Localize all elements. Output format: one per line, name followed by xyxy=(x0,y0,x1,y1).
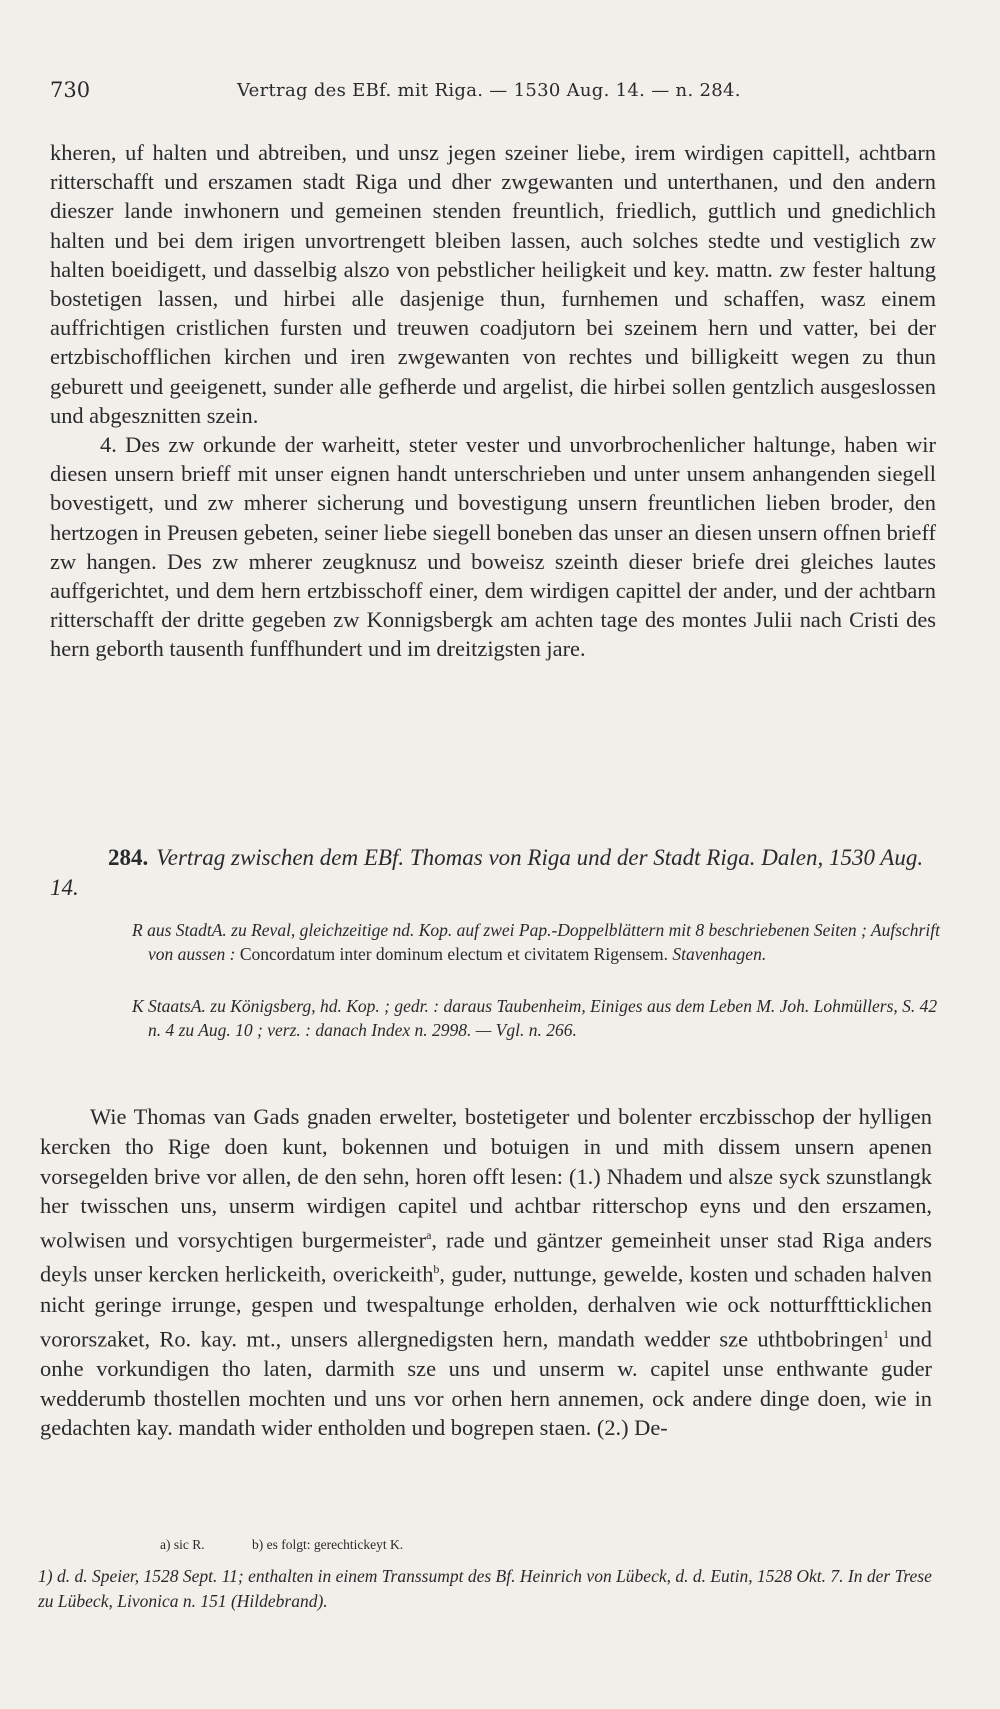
source-note-r xyxy=(132,918,948,966)
running-title: Vertrag des EBf. mit Riga. — 1530 Aug. 14. — n. 284. xyxy=(237,80,741,101)
source-r-suffix: Stavenhagen. xyxy=(672,944,767,964)
doc-number: 284. xyxy=(108,845,149,870)
main-text-1: Wie Thomas van Gads gnaden erwelter, bostetigeter und bolenter erczbisschop der hylligen kercken tho Rige doen kunt, bokennen und botuigen in und mith dissem unsern apenen vorsegelden brive vor allen, de den sehn, horen offt lesen: (1.) Nhadem und alsze syck szunstlangk her twisschen uns, unserm wirdigen capitel und achtbar ritterschop eyns und den erszamen, wolwisen und vorsychtigen burgermeister xyxy=(40,1104,932,1253)
footnote-ref-b: b xyxy=(433,1262,440,1277)
page-number: 730 xyxy=(50,78,91,102)
main-text-2: , rade und gäntzer gemeinheit unser stad Riga anders deyls unser kercken herlickeith, overickeith xyxy=(40,1227,932,1287)
text-block-top xyxy=(50,138,936,664)
paragraph-1: kheren, uf halten und abtreiben, und unsz jegen szeiner liebe, irem wirdigen capittell, achtbarn ritterschafft und erszamen stadt Riga und dher zwgewanten und unterthanen, und den andern dieszer lande inwhonern und gemeinen stenden freuntlich, friedlich, guttlich und gnedichlich halten und bei dem irigen unvortrengett bleiben lassen, auch solches stedte und vestiglich zw halten boeidigett, und dasselbig alszo von pebstlicher heiligkeit und key. mattn. zw fester haltung bostetigen lassen, und hirbei alle dasjenige thun, furnhemen und schaffen, wasz einem auffrichtigen cristlichen fursten und treuwen coadjutorn bei szeinem hern und vatter, bei der ertzbischofflichen kirchen und iren zwgewanten von rechtes und billigkeitt wegen zu thun geburett und geeigenett, sunder alle gefherde und argelist, die hirbei sollen gentzlich ausgeslossen und abgesznitten szein. xyxy=(50,140,936,428)
source-note-k: K StaatsA. zu Königsberg, hd. Kop. ; gedr. : daraus Taubenheim, Einiges aus dem Leben M. Joh. Lohmüllers, S. 42 n. 4 zu Aug. 10 ; verz. : danach Index n. 2998. — Vgl. n. 266. xyxy=(132,996,938,1040)
footnote-1: 1) d. d. Speier, 1528 Sept. 11; enthalten in einem Transsumpt des Bf. Heinrich von Lübeck, d. d. Eutin, 1528 Okt. 7. In der Trese zu Lübeck, Livonica n. 151 (Hildebrand). xyxy=(38,1566,932,1611)
main-text-3: , guder, nuttunge, gewelde, kosten und schaden halven nicht geringe irrunge, gespen und twespaltunge erholden, derhalven wie ock notturfftticklichen vororszaket, Ro. kay. mt., unsers allergnedigsten hern, mandath wedder sze uthtbobringen xyxy=(40,1261,932,1351)
footnote-ref-a: a xyxy=(426,1228,432,1243)
main-paragraph xyxy=(40,1102,932,1443)
footnote-ref-1: 1 xyxy=(883,1326,890,1341)
textual-footnotes xyxy=(160,1537,447,1553)
source-r-quote: Concordatum inter dominum electum et civitatem Rigensem. xyxy=(239,944,669,964)
page-header xyxy=(50,78,940,108)
doc-title-text: Vertrag zwischen dem EBf. Thomas von Riga und der Stadt Riga. Dalen, 1530 Aug. 14. xyxy=(50,845,924,900)
footnote-b: b) es folgt: gerechtickeyt K. xyxy=(252,1537,404,1552)
paragraph-2: 4. Des zw orkunde der warheitt, steter vester und unvorbrochenlicher haltunge, haben wir diesen unsern brieff mit unser eignen handt unterschrieben und unter unsem anhangenden siegell bovestigett, und zw mherer sicherung und bovestigung unsern freuntlichen lieben broder, den hertzogen in Preusen gebeten, seiner liebe siegell boneben das unser an diesen unsern offnen brieff zw hangen. Des zw mherer zeugknusz und boweisz szeinth dieser briefe drei gleiches lautes auffgerichtet, und dem hern ertzbisschoff einer, dem wirdigen capittel der ander, und der achtbarn ritterschafft der dritte gegeben zw Konnigsbergk am achten tage des montes Julii nach Cristi des hern geborth tausenth funffhundert und im dreitzigsten jare. xyxy=(50,432,936,662)
main-text-4: und onhe vorkundigen tho laten, darmith sze uns und unserm w. capitel unse enthwante guder wedderumb thostellen mochten und uns vor orhen hern annemen, ock andere dinge doen, wie in gedachten kay. mandath wider entholden und bogrepen staen. (2.) De- xyxy=(40,1325,932,1441)
doc-title xyxy=(50,843,936,903)
source-r-prefix: R aus StadtA. zu Reval, gleichzeitige nd. Kop. auf zwei Pap.-Doppelblättern mit 8 beschriebenen Seiten ; Aufschrift von aussen : xyxy=(132,920,940,964)
document-heading xyxy=(50,843,936,903)
footnote-a: a) sic R. xyxy=(160,1537,205,1552)
text-block-main xyxy=(40,1102,932,1443)
